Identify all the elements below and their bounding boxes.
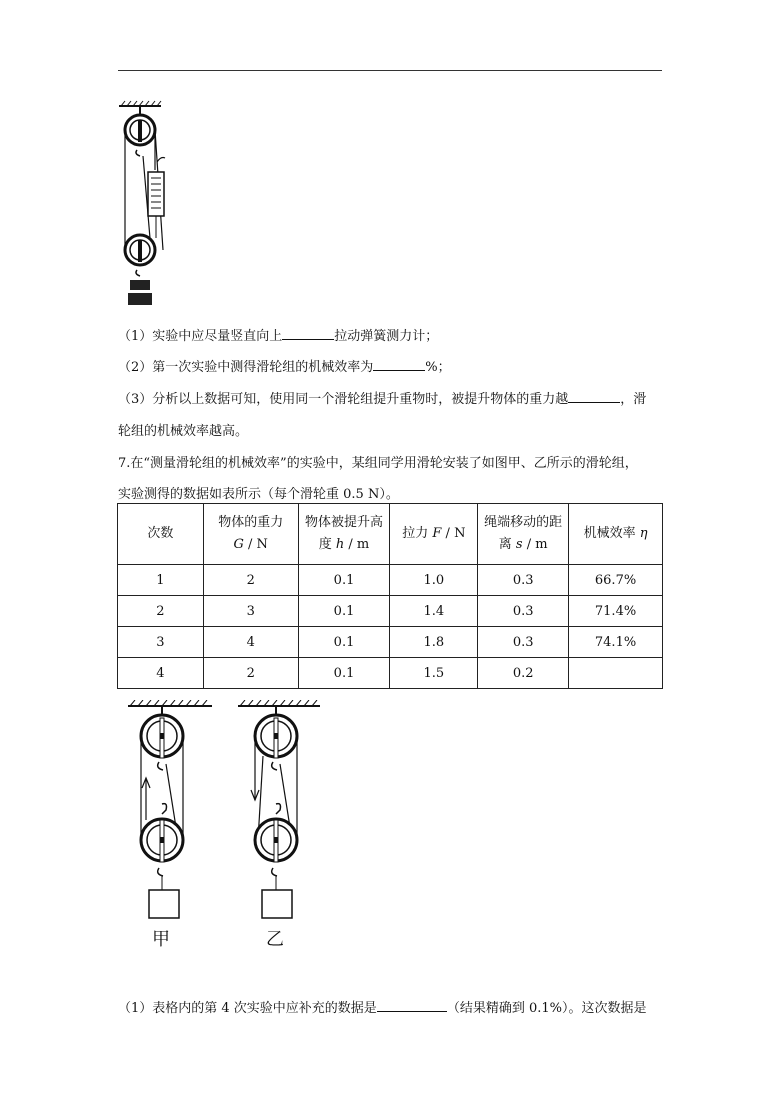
header-force: [390, 504, 478, 565]
table-cell: 1: [118, 565, 204, 596]
q6-line-3-text: （3）分析以上数据可知，使用同一个滑轮组提升重物时，被提升物体的重力越: [118, 392, 569, 407]
header-height-line-1: 物体被提升高: [305, 515, 384, 530]
unit-n: / N: [441, 526, 466, 541]
table-cell: 0.3: [478, 596, 569, 627]
header-rule: [118, 70, 662, 71]
header-weight: [203, 504, 298, 565]
table-cell: 0.2: [478, 658, 569, 689]
unit-m: / m: [522, 537, 548, 552]
table-cell: 1.0: [390, 565, 478, 596]
pulley-system-b: [238, 700, 320, 918]
table-row: [118, 658, 663, 689]
pulley-system-a: [128, 700, 212, 918]
header-efficiency: [569, 504, 663, 565]
header-weight-line-2: [204, 534, 298, 556]
symbol-f: F: [432, 526, 442, 541]
q6-line-3: [118, 388, 646, 407]
q7-sub-1-text: （1）表格内的第 4 次实验中应补充的数据是: [118, 1001, 377, 1016]
answer-blank[interactable]: [282, 327, 334, 340]
table-cell: 0.3: [478, 565, 569, 596]
table-cell: 0.1: [298, 627, 390, 658]
table-cell: 2: [203, 565, 298, 596]
header-weight-line-1: 物体的重力: [218, 515, 284, 530]
table-cell: 4: [203, 627, 298, 658]
table-row: [118, 627, 663, 658]
header-distance-line-1: 绳端移动的距: [484, 515, 563, 530]
unit-n: / N: [243, 537, 268, 552]
q6-line-2-end: %；: [425, 360, 451, 375]
table-cell: 3: [118, 627, 204, 658]
figure-label-b: 乙: [266, 929, 284, 950]
header-distance-prefix: 离: [498, 537, 516, 552]
header-distance-line-2: [478, 534, 568, 556]
table-cell: 2: [118, 596, 204, 627]
answer-blank[interactable]: [373, 358, 425, 371]
symbol-s: s: [515, 537, 523, 552]
q7-intro-line-1: 7.在“测量滑轮组的机械效率”的实验中，某组同学用滑轮安装了如图甲、乙所示的滑轮组，: [118, 456, 638, 471]
table-cell: 0.3: [478, 627, 569, 658]
header-height-prefix: 度: [318, 537, 336, 552]
q6-line-2: [118, 356, 451, 375]
header-height: [298, 504, 390, 565]
table-cell-empty[interactable]: [569, 658, 663, 689]
q6-line-1-text: （1）实验中应尽量竖直向上: [118, 329, 283, 344]
header-distance: [478, 504, 569, 565]
symbol-h: h: [335, 537, 345, 552]
q6-line-2-text: （2）第一次实验中测得滑轮组的机械效率为: [118, 360, 374, 375]
table-header-row: [118, 504, 663, 565]
table-cell: 1.5: [390, 658, 478, 689]
figure-label-a: 甲: [152, 929, 170, 950]
header-force-prefix: 拉力: [402, 526, 433, 541]
table-cell: 71.4%: [569, 596, 663, 627]
q7-sub-1-end: （结果精确到 0.1%）。这次数据是: [446, 1001, 647, 1016]
table-cell: 2: [203, 658, 298, 689]
header-trial: 次数: [118, 504, 204, 565]
pulley-scale-figure: [115, 100, 185, 310]
table-cell: 1.8: [390, 627, 478, 658]
answer-blank[interactable]: [377, 999, 447, 1012]
answer-blank[interactable]: [568, 390, 620, 403]
table-row: [118, 596, 663, 627]
table-cell: 74.1%: [569, 627, 663, 658]
header-height-line-2: [299, 534, 390, 556]
table-cell: 0.1: [298, 658, 390, 689]
symbol-eta: η: [639, 526, 648, 541]
symbol-g: G: [233, 537, 244, 552]
table-cell: 4: [118, 658, 204, 689]
pulley-systems-figure: [118, 700, 333, 920]
table-cell: 0.1: [298, 596, 390, 627]
q6-line-3-end: ，滑: [620, 392, 647, 407]
q6-line-1-end: 拉动弹簧测力计；: [334, 329, 439, 344]
table-cell: 66.7%: [569, 565, 663, 596]
q7-sub-1: [118, 997, 646, 1016]
table-row: [118, 565, 663, 596]
experiment-data-table: [117, 503, 663, 689]
header-efficiency-prefix: 机械效率: [583, 526, 640, 541]
table-cell: 3: [203, 596, 298, 627]
q7-intro-line-2: 实验测得的数据如表所示（每个滑轮重 0.5 N）。: [118, 487, 399, 502]
q6-line-1: [118, 325, 438, 344]
table-cell: 1.4: [390, 596, 478, 627]
unit-m: / m: [344, 537, 370, 552]
q6-line-4: 轮组的机械效率越高。: [118, 424, 249, 439]
table-cell: 0.1: [298, 565, 390, 596]
